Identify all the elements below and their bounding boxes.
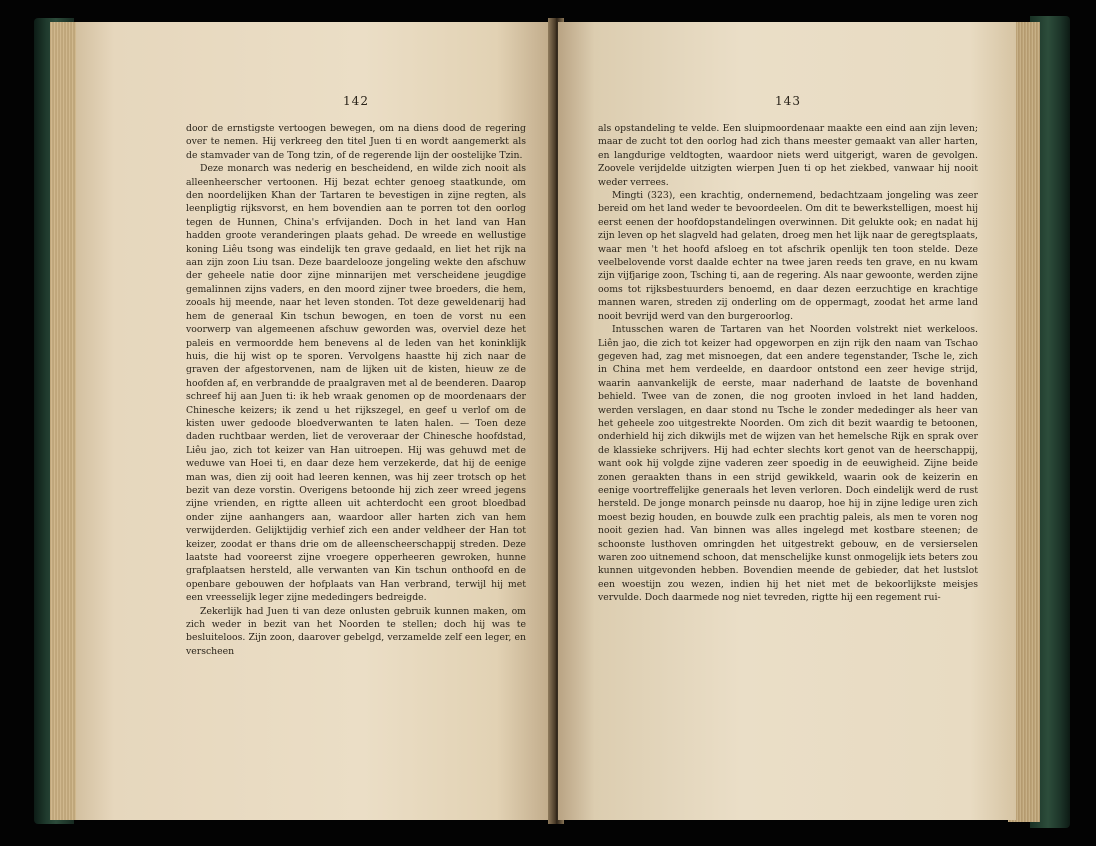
paragraph: als opstandeling te velde. Een sluipmoordenaar maakte een eind aan zijn leven; maar de zucht tot den oorlog had zich thans meester gemaakt van aller harten, en langdurige veldtogten, waardoor niets werd uitgerigt, waren de gevolgen. Zoovele verijdelde uitzigten wierpen Juen ti op het ziekbed, vanwaar hij nooit weder verrees. xyxy=(598,123,978,188)
right-page-body xyxy=(598,122,978,605)
left-page-number: 142 xyxy=(343,94,369,108)
paragraph: Mingti (323), een krachtig, ondernemend, bedachtzaam jongeling was zeer bereid om het land weder te bevoordeelen. Om dit te bewerkstelligen, moest hij eerst eenen der hoofdopstandelingen overwinnen. Dit gelukte ook; en nadat hij zijn leven op het slagveld had gelaten, droeg men het lijk naar de geregtsplaats, waar men 't het hoofd afsloeg en tot afschrik openlijk ten toon stelde. Deze veelbelovende vorst daalde echter na twee jaren reeds ten grave, en nu kwam zijn vijfjarige zoon, Tsching ti, aan de regering. Als naar gewoonte, werden zijne ooms tot rijksbestuurders benoemd, en daar dezen eerzuchtige en krachtige mannen waren, streden zij onderling om de oppermagt, zoodat het arme land nooit bevrijd werd van den burgeroorlog. xyxy=(598,190,978,322)
right-page xyxy=(558,22,1016,820)
paragraph: Intusschen waren de Tartaren van het Noorden volstrekt niet werkeloos. Liên jao, die zich tot keizer had opgeworpen en zijn rijk den naam van Tschao gegeven had, zag met misnoegen, dat een andere tegenstander, Tsche le, zich in China met hem verdeelde, en daardoor ontstond een zeer hevige strijd, waarin aanvankelijk de eerste, maar naderhand de laatste de bovenhand behield. Twee van de zonen, die nog grooten invloed in het land hadden, werden verslagen, en daar stond nu Tsche le zonder mededinger als heer van het geheele zoo uitgestrekte Noorden. Om zich dit bezit waardig te betoonen, onderhield hij zich dikwijls met de wijzen van het hemelsche Rijk en sprak over de klassieke schrijvers. Hij had echter slechts kort genot van de heerschappij, want ook hij volgde zijne vaderen zeer spoedig in de eeuwigheid. Zijne beide zonen geraakten thans in een strijd gewikkeld, waarin ook de keizerin en eenige voortreffelijke generaals het leven verloren. Doch eindelijk werd de rust hersteld. De jonge monarch peinsde nu daarop, hoe hij in zijne ledige uren zich moest bezig houden, en bouwde zulk een prachtig paleis, als men te voren nog nooit gezien had. Van binnen was alles ingelegd met kostbare steenen; de schoonste lusthoven omringden het uitgestrekt gebouw, en de versierselen waren zoo uitnemend schoon, dat menschelijke kunst onmogelijk iets beters zou kunnen uitgevonden hebben. Bovendien meende de gebieder, dat het lustslot een woestijn zou wezen, indien hij het niet met de bekoorlijkste meisjes vervulde. Doch daarmede nog niet tevreden, rigtte hij een regement rui- xyxy=(598,324,978,604)
left-page-body xyxy=(186,122,526,658)
paragraph: door de ernstigste vertoogen bewegen, om na diens dood de regering over te nemen. Hij verkreeg den titel Juen ti en wordt aangemerkt als de stamvader van de Tong tzin, of de regerende lijn der oostelijke Tzin. xyxy=(186,123,526,161)
left-page xyxy=(76,22,554,820)
right-page-number: 143 xyxy=(775,94,801,108)
paragraph: Zekerlijk had Juen ti van deze onlusten gebruik kunnen maken, om zich weder in bezit van het Noorden te stellen; doch hij was te besluiteloos. Zijn zoon, daarover gebelgd, verzamelde zelf een leger, en verscheen xyxy=(186,605,526,657)
paragraph: Deze monarch was nederig en bescheidend, en wilde zich nooit als alleenheerscher vertoonen. Hij bezat echter genoeg staatkunde, om den noordelijken Khan der Tartaren te bevestigen in zijne regten, als leenpligtig rijksvorst, en hem bovendien aan te porren tot den oorlog tegen de Hunnen, China's erfvijanden. Doch in het land van Han hadden groote veranderingen plaats gehad. De wreede en wellustige koning Liêu tsong was eindelijk ten grave gedaald, en liet het rijk na aan zijn zoon Liu tsan. Deze baardelooze jongeling wekte den afschuw der geheele natie door zijne minnarijen met verscheidene jeugdige gemalinnen zijns vaders, en den moord zijner twee broeders, die hem, zooals hij meende, naar het leven stonden. Tot deze geweldenarij had hem de generaal Kin tschun bewogen, en toen de vorst nu een voorwerp van algemeenen afschuw geworden was, overviel deze het paleis en vermoordde hem benevens al de leden van het koninklijk huis, die hij wist op te sporen. Vervolgens haastte hij zich naar de graven der afgestorvenen, nam de lijken uit de kisten, hieuw ze de hoofden af, en verbrandde de praalgraven met al de beenderen. Daarop schreef hij aan Juen ti: ik heb wraak genomen op de moordenaars der Chinesche keizers; ik zend u het rijkszegel, en geef u verlof om de kisten uwer gedoode bloedverwanten te laten halen. — Toen deze daden ruchtbaar werden, liet de veroveraar der Chinesche hoofdstad, Liêu jao, zich tot keizer van Han uitroepen. Hij was gehuwd met de weduwe van Hoei ti, en daar deze hem verzekerde, dat hij de eenige man was, dien zij ooit had leeren kennen, was hij zeer trotsch op het bezit van deze vorstin. Overigens betoonde hij zich zeer wreed jegens zijne vrienden, en rigtte alleen uit achterdocht een groot bloedbad onder zijne aanhangers aan, waardoor aller harten zich van hem verwijderden. Gelijktijdig verhief zich een ander veldheer der Han tot keizer, zoodat er thans drie om de alleenscheerschappij streden. Deze laatste had vooreerst zijne vroegere opperheeren gewroken, hunne grafplaatsen hersteld, alle verwanten van Kin tschun onthoofd en de openbare gebouwen der hofplaats van Han verbrand, terwijl hij met een vreesselijk leger zijne mededingers bedreigde. xyxy=(186,163,526,604)
